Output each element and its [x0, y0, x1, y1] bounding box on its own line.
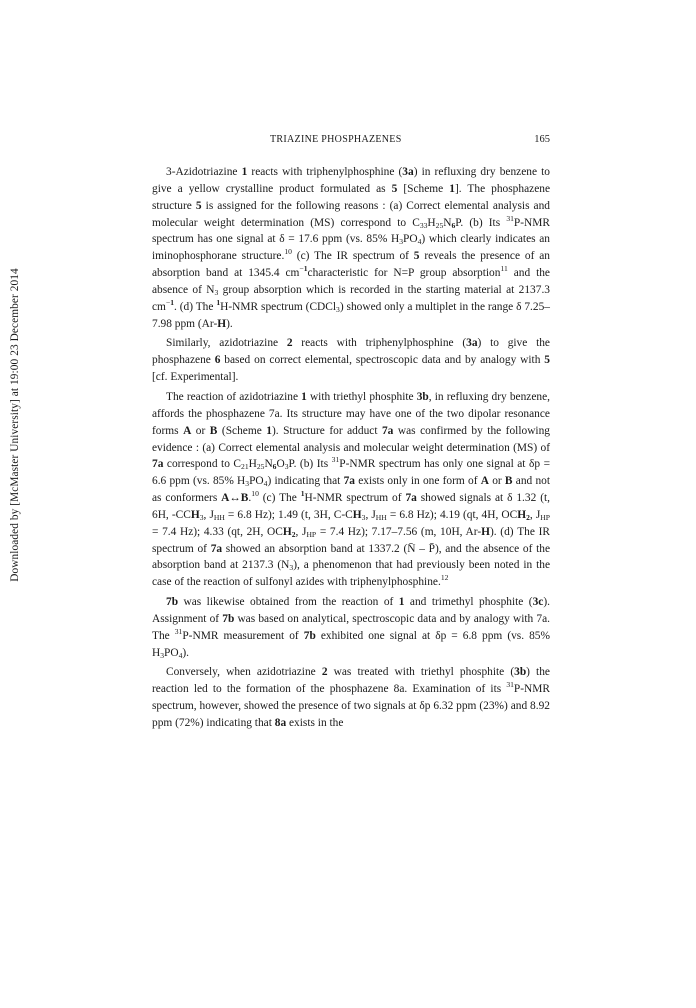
paragraph-5: Conversely, when azidotriazine 2 was treated with triethyl phosphite (3b) the reaction led to the formation of the phosphazene 8a. Examination of its $^{31}$P-NMR spectrum, however, showed the presence of two signals at δp 6.32 ppm (23%) and 8.92 ppm (72%) indicating that 8a exists in the — [152, 666, 550, 729]
running-title: TRIAZINE PHOSPHAZENES — [270, 134, 402, 145]
paragraph-1: 3-Azidotriazine 1 reacts with triphenylphosphine (3a) in refluxing dry benzene to give a yellow crystalline product formulated as 5 [Scheme 1]. The phosphazene structure 5 is assigned for the following reasons : (a) Correct elemental analysis and molecular weight determination (MS) correspond to $C_{33}H_{25}N_6P$. (b) Its $^{31}$P-NMR spectrum has one signal at δ = 17.6 ppm (vs. 85% $H_3PO_4$) which clearly indicates an iminophosphorane structure.$^{10}$ (c) The IR spectrum of 5 reveals the presence of an absorption band at 1345.4 $cm^{-1}characteristic$ for N=P group absorption$^{11}$ and the absence of $N_3$ group absorption which is recorded in the starting material at 2137.3 $cm^{-1}$. (d) The $^1$H-NMR spectrum (CDCl$_3$) showed only a multiplet in the range δ 7.25–7.98 ppm (Ar-H). — [152, 166, 551, 330]
running-head — [150, 134, 550, 148]
paragraph-4: 7b was likewise obtained from the reaction of 1 and trimethyl phosphite (3c). Assignment of 7b was based on analytical, spectroscopic data and by analogy with 7a. The $^{31}$P-NMR measurement of 7b exhibited one signal at δp = 6.8 ppm (vs. 85% $H_3PO_4$). — [152, 596, 551, 660]
download-note-text: Downloaded by [McMaster University] at 19:00 23 December 2014 — [9, 268, 21, 582]
page-number: 165 — [534, 134, 550, 145]
paragraph-3: The reaction of azidotriazine 1 with triethyl phosphite 3b, in refluxing dry benzene, affords the phosphazene 7a. Its structure may have one of the two dipolar resonance forms A or B (Scheme 1). Structure for adduct 7a was confirmed by the following evidence : (a) Correct elemental analysis and molecular weight determination (MS) of 7a correspond to $C_{21}H_{25}N_6O_3P$. (b) Its $^{31}$P-NMR spectrum has only one signal at δp = 6.6 ppm (vs. 85% $H_3PO_4$) indicating that 7a exists only in one form of A or B and not as conformers A↔B.$^{10}$ (c) The $^1$H-NMR spectrum of 7a showed signals at δ 1.32 (t, 6H, $-CCH_3$, $J_{HH} = 6.8$ Hz); 1.49 (t, 3H, $C-CH_3$, $J_{HH} = 6.8$ Hz); 4.19 (qt, 4H, $OCH_2$, $J_{HP} = 7.4$ Hz); 4.33 (qt, 2H, $OCH_2$, $J_{HP} = 7.4$ Hz); 7.17–7.56 (m, 10H, Ar-H). (d) The IR spectrum of 7a showed an absorption band at 1337.2 (N̄ – P̄), and the absence of the absorption band at 2137.3 $(N_3)$, a phenomenon that had previously been noted in the case of the reaction of sulfonyl azides with triphenylphosphine.$^{12}$ — [152, 390, 550, 589]
download-note — [8, 160, 22, 690]
paragraph-2: Similarly, azidotriazine 2 reacts with triphenylphosphine (3a) to give the phosphazene 6 based on correct elemental, spectroscopic data and by analogy with 5 [cf. Experimental]. — [152, 337, 550, 384]
body-text — [152, 164, 550, 735]
